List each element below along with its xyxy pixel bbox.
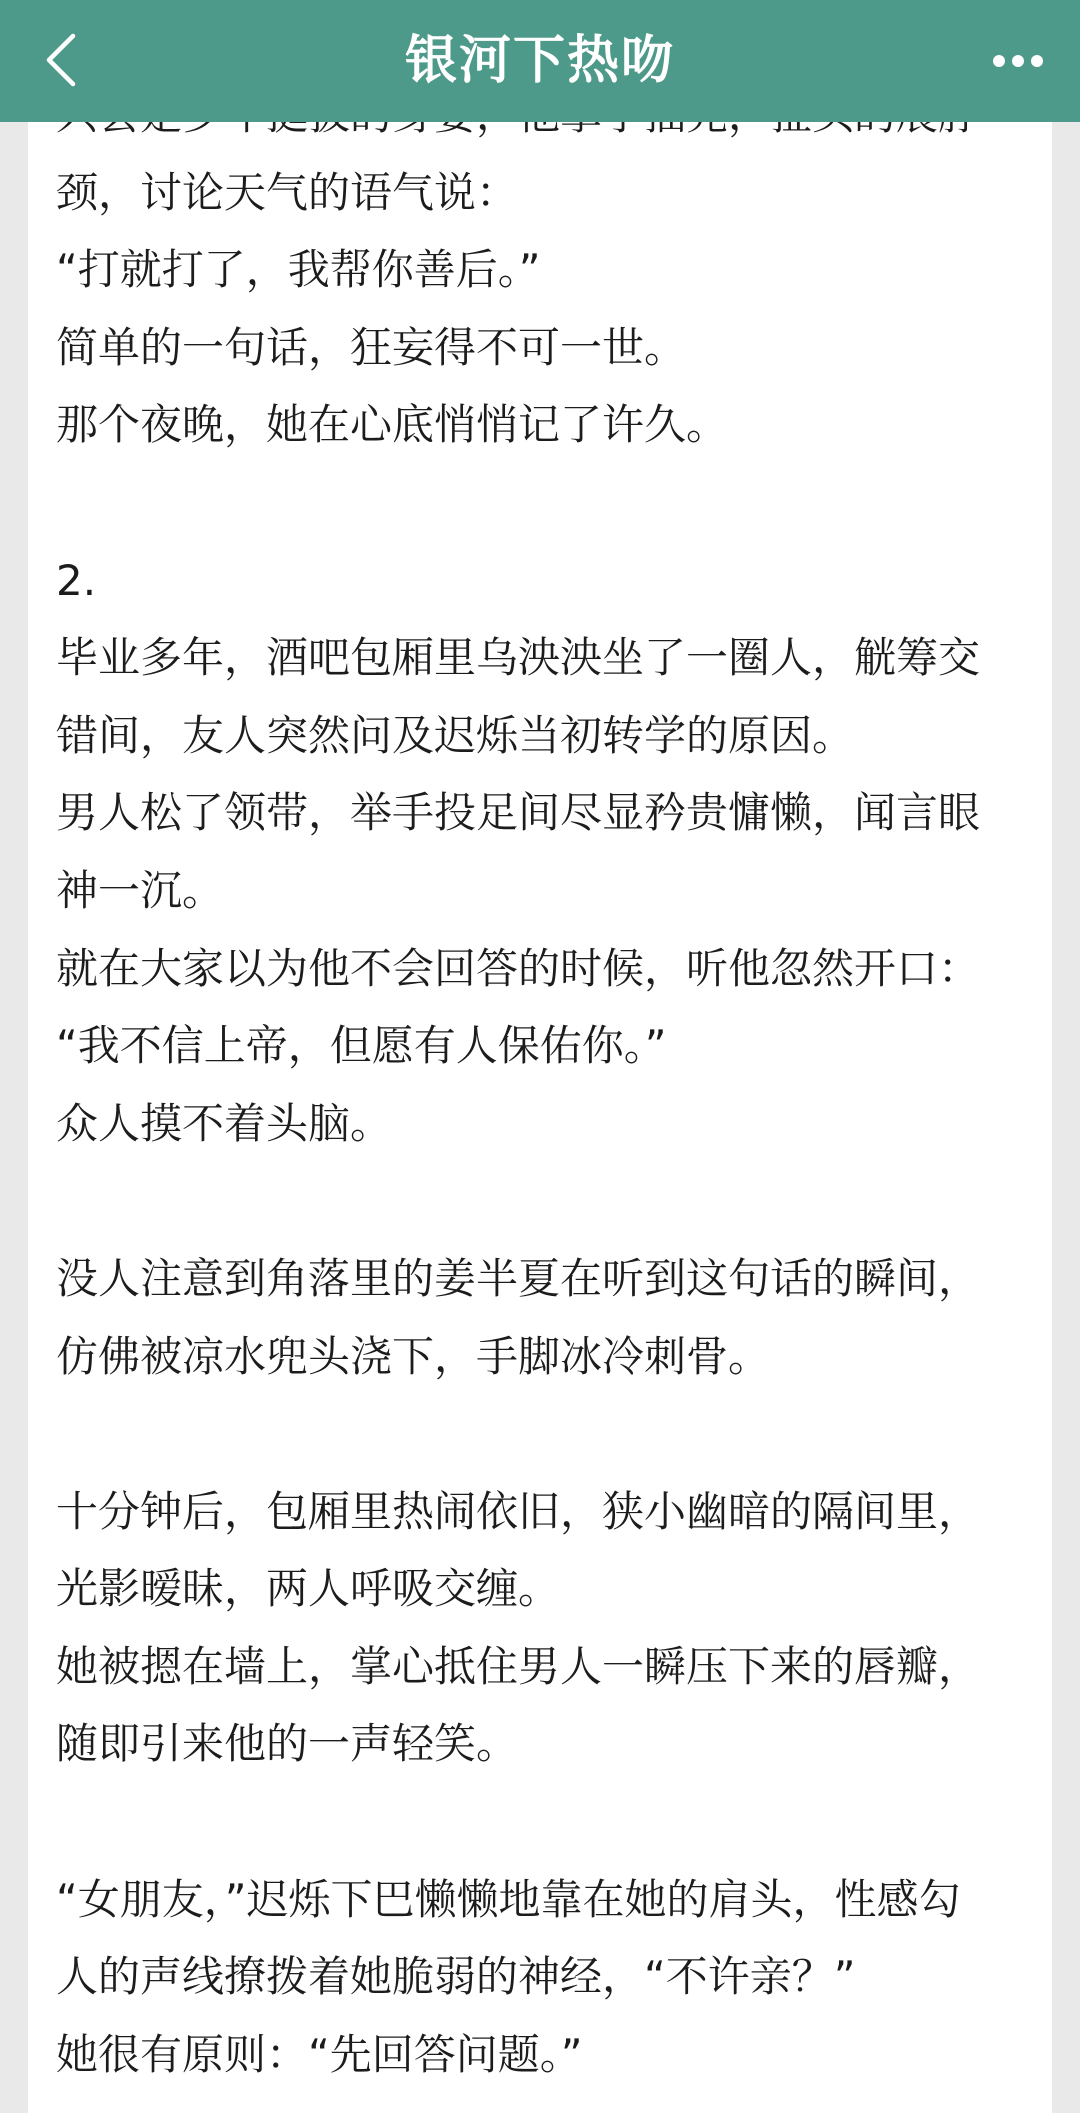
article-line: 男人松了领带，举手投足间尽显矜贵慵懒，闻言眼	[56, 788, 981, 838]
article-blank-line	[56, 464, 1036, 542]
page-title: 银河下热吻	[404, 31, 675, 91]
article-line: 光影暧昧，两人呼吸交缠。	[56, 1564, 561, 1614]
article-line: 众人摸不着头脑。	[56, 1098, 393, 1148]
article-line: “女朋友，”迟烁下巴懒懒地靠在她的肩头，性感勾	[56, 1874, 961, 1924]
article-line: 她被摁在墙上，掌心抵住男人一瞬压下来的唇瓣，	[56, 1641, 981, 1691]
article-blank-line	[56, 1162, 1036, 1240]
article-line: 就在大家以为他不会回答的时候，听他忽然开口：	[56, 943, 981, 993]
article-line: 神一沉。	[56, 865, 225, 915]
section-number: 2.	[56, 555, 97, 605]
article-line: “打就打了，我帮你善后。”	[56, 245, 541, 295]
article-line: 人的声线撩拨着她脆弱的神经，“不许亲？”	[56, 1952, 856, 2002]
article-line: 毕业多年，酒吧包厢里乌泱泱坐了一圈人，觥筹交	[56, 633, 981, 683]
article-blank-line	[56, 1783, 1036, 1861]
article-line: 没人注意到角落里的姜半夏在听到这句话的瞬间，	[56, 1253, 981, 1303]
article-line: 她很有原则：“先回答问题。”	[56, 2029, 583, 2079]
article-line: 十分钟后，包厢里热闹依旧，狭小幽暗的隔间里，	[56, 1486, 981, 1536]
article-blank-line	[56, 1395, 1036, 1473]
article-line: “我不信上帝，但愿有人保佑你。”	[56, 1021, 667, 1071]
more-horizontal-icon	[992, 54, 1044, 68]
article-content	[56, 76, 1036, 2093]
top-nav-bar	[0, 0, 1080, 122]
article-line: 仿佛被凉水兜头浇下，手脚冰冷刺骨。	[56, 1331, 771, 1381]
article-line: 错间，友人突然问及迟烁当初转学的原因。	[56, 710, 855, 760]
more-options-button[interactable]	[978, 30, 1058, 92]
article-line: 那个夜晚，她在心底悄悄记了许久。	[56, 400, 729, 450]
article-line: 随即引来他的一声轻笑。	[56, 1719, 519, 1769]
article-line: 简单的一句话，狂妄得不可一世。	[56, 322, 687, 372]
article-line: 颈，讨论天气的语气说：	[56, 167, 519, 217]
article-paper	[28, 0, 1052, 2113]
